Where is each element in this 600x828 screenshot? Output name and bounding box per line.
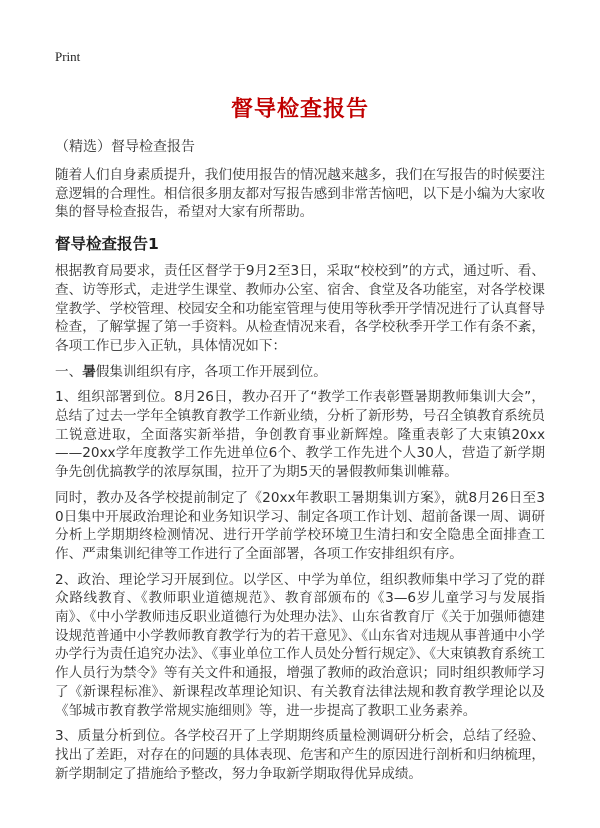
intro-paragraph: 随着人们自身素质提升，我们使用报告的情况越来越多，我们在写报告的时候要注意逻辑的合理性。相信很多朋友都对写报告感到非常苦恼吧，以下是小编为大家收集的督导检查报告，希望对大家有所帮助。	[55, 167, 545, 221]
document-subtitle: （精选）督导检查报告	[55, 139, 195, 155]
text-segment: 3、质量分析到位。各学校召开了上学期期终质量检测调研分析会，总结了经验、找出了差距，对存在的问题的具体表现、危害和产生的原因进行剖析和归纳梳理，新学期制定了措施给予整改，努力争取新学期取得优异成绩。	[55, 728, 545, 782]
section-heading: 督导检查报告1	[55, 235, 159, 254]
text-segment: 一、	[55, 363, 83, 380]
bold-text: 暑	[82, 363, 96, 380]
text-segment: 假集训组织有序，各项工作开展到位。	[95, 363, 327, 380]
print-row	[55, 46, 545, 81]
body-paragraphs	[55, 262, 545, 783]
print-button[interactable]: Print	[55, 49, 81, 64]
text-segment: 根据教育局要求，责任区督学于9月2至3日，采取“校校到”的方式，通过听、看、查、访等形式，走进学生课堂、教师办公室、宿舍、食堂及各功能室，对各学校课堂教学、学校管理、校园安全和功能室管理与使用等秋季开学情况进行了认真督导检查，了解掌握了第一手资料。从检查情况来看，各学校秋季开学工作有条不紊，各项工作已步入正轨，具体情况如下：	[55, 263, 545, 354]
paragraph	[55, 363, 545, 382]
paragraph	[55, 262, 545, 356]
text-segment: 同时，教办及各学校提前制定了《20xx年教职工暑期集训方案》，就8月26日至30日集中开展政治理论和业务知识学习、制定各项工作计划、超前备课一周、调研分析上学期期终检测情况、进行开学前学校环境卫生清扫和安全隐患全面排查工作、严肃集训纪律等工作进行了全面部署，各项工作安排组织有序。	[55, 489, 545, 562]
paragraph	[55, 388, 545, 482]
text-segment: 2、政治、理论学习开展到位。以学区、中学为单位，组织教师集中学习了党的群众路线教育、《教师职业道德规范》、教育部颁布的《3—6岁儿童学习与发展指南》、《中小学教师违反职业道德行为处理办法》、山东省教育厅《关于加强师德建设规范普通中小学教师教育教学行为的若干意见》、《山东省对违规从事普通中小学办学行为责任追究办法》、《事业单位工作人员处分暂行规定》、《大束镇教育系统工作人员行为禁令》等有关文件和通报，增强了教师的政治意识；同时组织教师学习了《新课程标准》、新课程改革理论知识、有关教育法律法规和教育教学理论以及《邹城市教育教学常规实施细则》等，进一步提高了教职工业务素养。	[55, 571, 545, 719]
paragraph	[55, 571, 545, 721]
text-segment: 1、组织部署到位。8月26日，教办召开了“教学工作表彰暨暑期教师集训大会”，总结了过去一学年全镇教育教学工作新业绩，分析了新形势，号召全镇教育系统员工锐意进取，全面落实新举措，争创教育事业新辉煌。隆重表彰了大束镇20xx——20xx学年度教学工作先进单位6个、教学工作先进个人30人，营造了新学期争先创优搞教学的浓厚氛围，拉开了为期5天的暑假教师集训帷幕。	[55, 389, 545, 481]
paragraph	[55, 727, 545, 783]
paragraph	[55, 489, 545, 564]
page-title: 督导检查报告	[230, 97, 369, 122]
